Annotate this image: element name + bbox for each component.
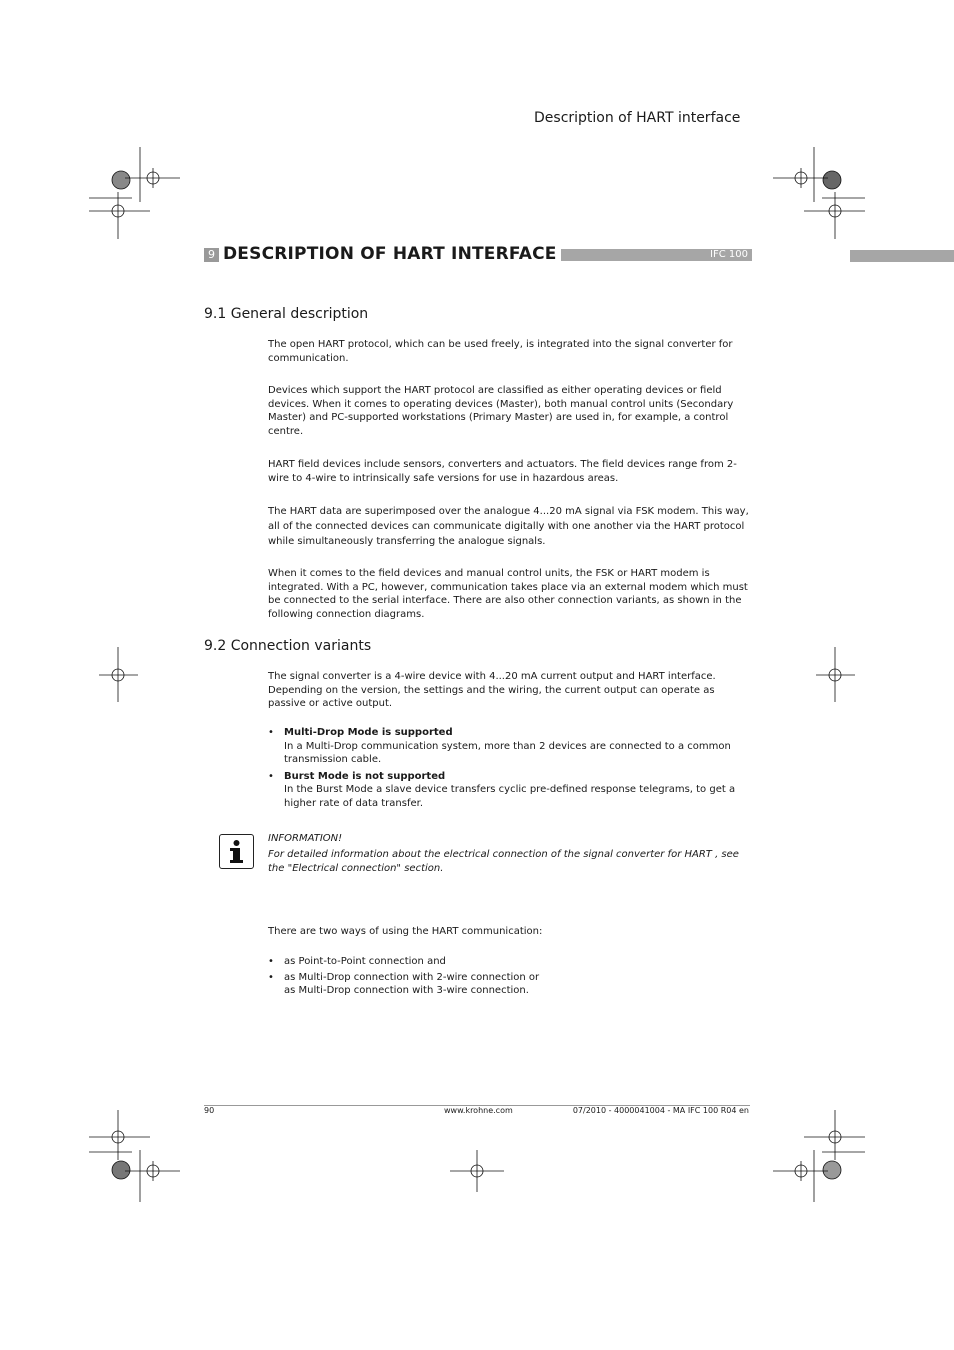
registration-mark-icon xyxy=(804,1110,865,1160)
registration-mark-icon xyxy=(450,1150,504,1192)
info-callout xyxy=(268,831,750,876)
section-heading-general: 9.1 General description xyxy=(204,306,369,322)
registration-disc-icon xyxy=(823,171,841,189)
registration-disc-icon xyxy=(823,1161,841,1179)
registration-mark-icon xyxy=(89,192,150,239)
section-heading-connection: 9.2 Connection variants xyxy=(204,638,372,654)
list-item: • Multi-Drop Mode is supported In a Multi-Drop communication system, more than 2 devices are connected to a common transmission cable. xyxy=(268,726,750,767)
mode-title: Multi-Drop Mode is supported xyxy=(284,727,453,738)
page-number: 90 xyxy=(204,1106,215,1115)
registration-mark-icon xyxy=(773,1150,828,1202)
list-item: as Multi-Drop connection with 3-wire connection. xyxy=(284,985,529,997)
edge-tab xyxy=(850,250,954,262)
paragraph: There are two ways of using the HART communication: xyxy=(268,926,543,937)
registration-disc-icon xyxy=(112,171,130,189)
chapter-bar xyxy=(204,244,752,264)
footer-website[interactable]: www.krohne.com xyxy=(444,1106,513,1115)
ways-list xyxy=(268,955,750,998)
registration-mark-icon xyxy=(773,147,828,202)
info-icon xyxy=(219,834,254,869)
chapter-title: DESCRIPTION OF HART INTERFACE xyxy=(223,244,561,264)
mode-title: Burst Mode is not supported xyxy=(284,770,446,782)
mode-text: In a Multi-Drop communication system, more than 2 devices are connected to a common transmission cable. xyxy=(284,740,731,766)
registration-mark-icon xyxy=(125,1150,180,1202)
paragraph: The open HART protocol, which can be used freely, is integrated into the signal converter for communication. xyxy=(268,339,733,364)
footer-doc-ref: 07/2010 - 4000041004 - MA IFC 100 R04 en xyxy=(572,1106,749,1115)
paragraph: When it comes to the field devices and manual control units, the FSK or HART modem is integrated. With a PC, however, communication takes place via an external modem which must be connected to the serial interface. There are also other connection variants, as shown in the following connection diagrams. xyxy=(268,568,748,620)
paragraph: The signal converter is a 4-wire device with 4...20 mA current output and HART interface. Depending on the version, the settings and the wiring, the current output can operate as passive or active output. xyxy=(268,671,716,710)
running-header: Description of HART interface xyxy=(534,110,741,126)
paragraph: Devices which support the HART protocol are classified as either operating devices or field devices. When it comes to operating devices (Master), both manual control units (Secondary Master) and PC-supported workstations (Primary Master) are used in, for example, a control centre. xyxy=(268,385,734,437)
product-tag: IFC 100 xyxy=(710,249,748,260)
registration-mark-icon xyxy=(99,647,138,702)
paragraph: The HART data are superimposed over the analogue 4...20 mA signal via FSK modem. This way, all of the connected devices can communicate digitally with one another via the HART protocol while simultaneously transferring the analogue signals. xyxy=(268,506,749,547)
info-label: INFORMATION! xyxy=(268,833,343,844)
mode-list xyxy=(268,726,750,811)
list-item: • as Multi-Drop connection with 2-wire connection or xyxy=(268,971,540,983)
paragraph: HART field devices include sensors, converters and actuators. The field devices range from 2-wire to 4-wire to intrinsically safe versions for use in hazardous areas. xyxy=(268,459,737,484)
mode-text: In the Burst Mode a slave device transfers cyclic pre-defined response telegrams, to get a higher rate of data transfer. xyxy=(284,784,736,809)
list-item: • Burst Mode is not supported In the Burst Mode a slave device transfers cyclic pre-defined response telegrams, to get a higher rate of data transfer. xyxy=(268,770,750,811)
chapter-number: 9 xyxy=(204,248,219,262)
registration-mark-icon xyxy=(816,647,855,702)
registration-mark-icon xyxy=(89,1110,150,1160)
registration-mark-icon xyxy=(804,192,865,239)
info-text: For detailed information about the electrical connection of the signal converter for HART , see the "Electrical connection" section. xyxy=(268,849,739,874)
registration-mark-icon xyxy=(125,147,180,202)
registration-disc-icon xyxy=(112,1161,130,1179)
list-item: • as Point-to-Point connection and xyxy=(268,956,446,967)
